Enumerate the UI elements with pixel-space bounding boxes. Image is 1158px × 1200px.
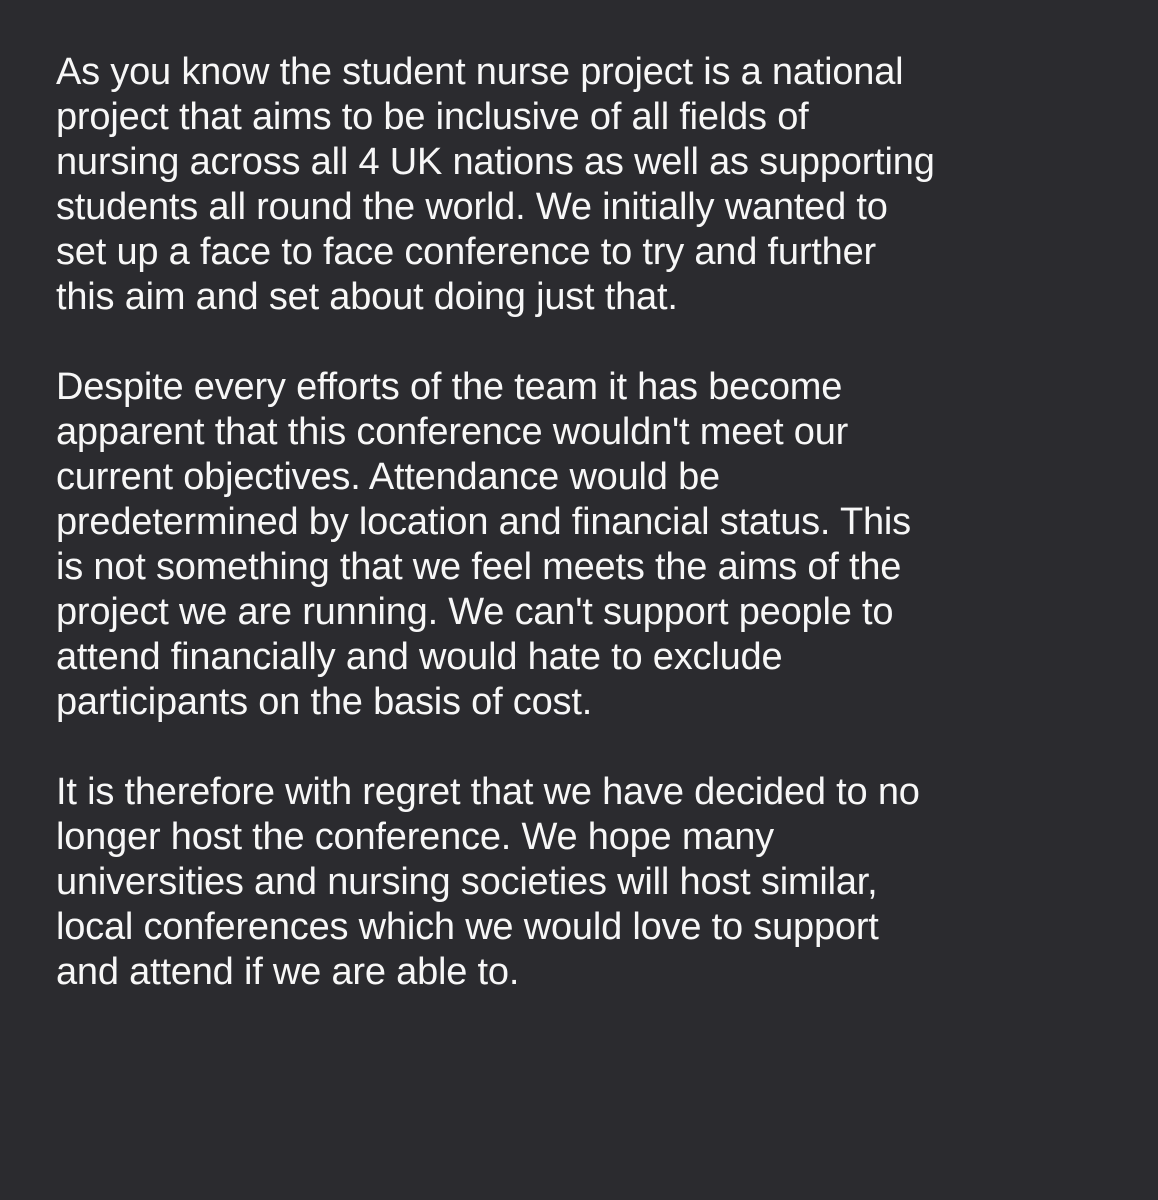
message-paragraph-1: As you know the student nurse project is a national project that aims to be inclusive of all fields of nursing across all 4 UK nations as well as supporting students all round the world. We initially wanted to set up a face to face conference to try and further this aim and set about doing just that. <box>56 51 935 318</box>
message-paragraph-3: It is therefore with regret that we have decided to no longer host the conference. We hope many universities and nursing societies will host similar, local conferences which we would love to support and attend if we are able to. <box>56 771 920 993</box>
message-paragraph-2: Despite every efforts of the team it has become apparent that this conference wouldn't meet our current objectives. Attendance would be predetermined by location and financial status. This is not something that we feel meets the aims of the project we are running. We can't support people to attend financially and would hate to exclude participants on the basis of cost. <box>56 366 911 723</box>
